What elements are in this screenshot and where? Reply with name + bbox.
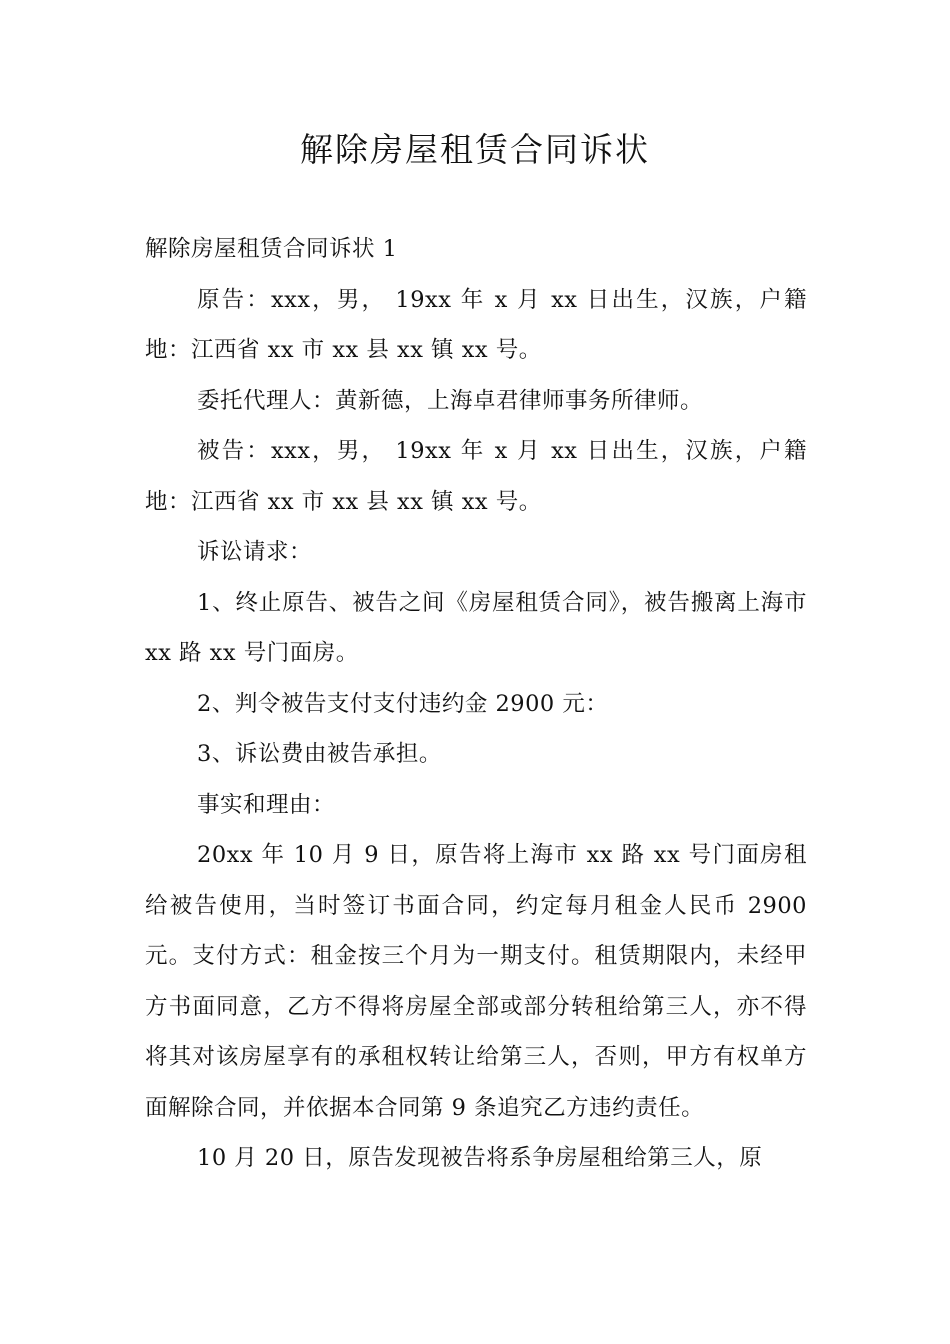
facts-paragraph-2: 10 月 20 日，原告发现被告将系争房屋租给第三人，原	[197, 1145, 763, 1171]
facts-paragraph-1: 20xx 年 10 月 9 日，原告将上海市 xx 路 xx 号门面房租给被告使用，当时签订书面合同，约定每月租金人民币 2900 元。支付方式：租金按三个月为一期支付。租赁期限内，未经甲方书面同意，乙方不得将房屋全部或部分转租给第三人，亦不得将其对该房屋享有的承租权转让给第三人，否则，甲方有权单方面解除合同，并依据本合同第 9 条追究乙方违约责任。	[145, 842, 807, 1121]
claims-heading: 诉讼请求：	[197, 539, 313, 565]
agent-paragraph: 委托代理人：黄新德，上海卓君律师事务所律师。	[197, 387, 704, 414]
claim-item-2: 2、判令被告支付支付违约金 2900 元：	[197, 690, 609, 717]
document-body	[145, 224, 807, 1184]
document-title: 解除房屋租赁合同诉状	[300, 130, 650, 169]
subtitle-paragraph: 解除房屋租赁合同诉状 1	[145, 236, 398, 262]
defendant-paragraph: 被告：xxx，男， 19xx 年 x 月 xx 日出生，汉族，户籍地：江西省 xx 市 xx 县 xx 镇 xx 号。	[145, 438, 807, 515]
facts-heading: 事实和理由：	[197, 791, 336, 818]
plaintiff-paragraph: 原告：xxx，男， 19xx 年 x 月 xx 日出生，汉族，户籍地：江西省 xx 市 xx 县 xx 镇 xx 号。	[145, 286, 807, 363]
claim-item-1: 1、终止原告、被告之间《房屋租赁合同》，被告搬离上海市 xx 路 xx 号门面房。	[145, 589, 807, 666]
claim-item-3: 3、诉讼费由被告承担。	[197, 741, 442, 767]
